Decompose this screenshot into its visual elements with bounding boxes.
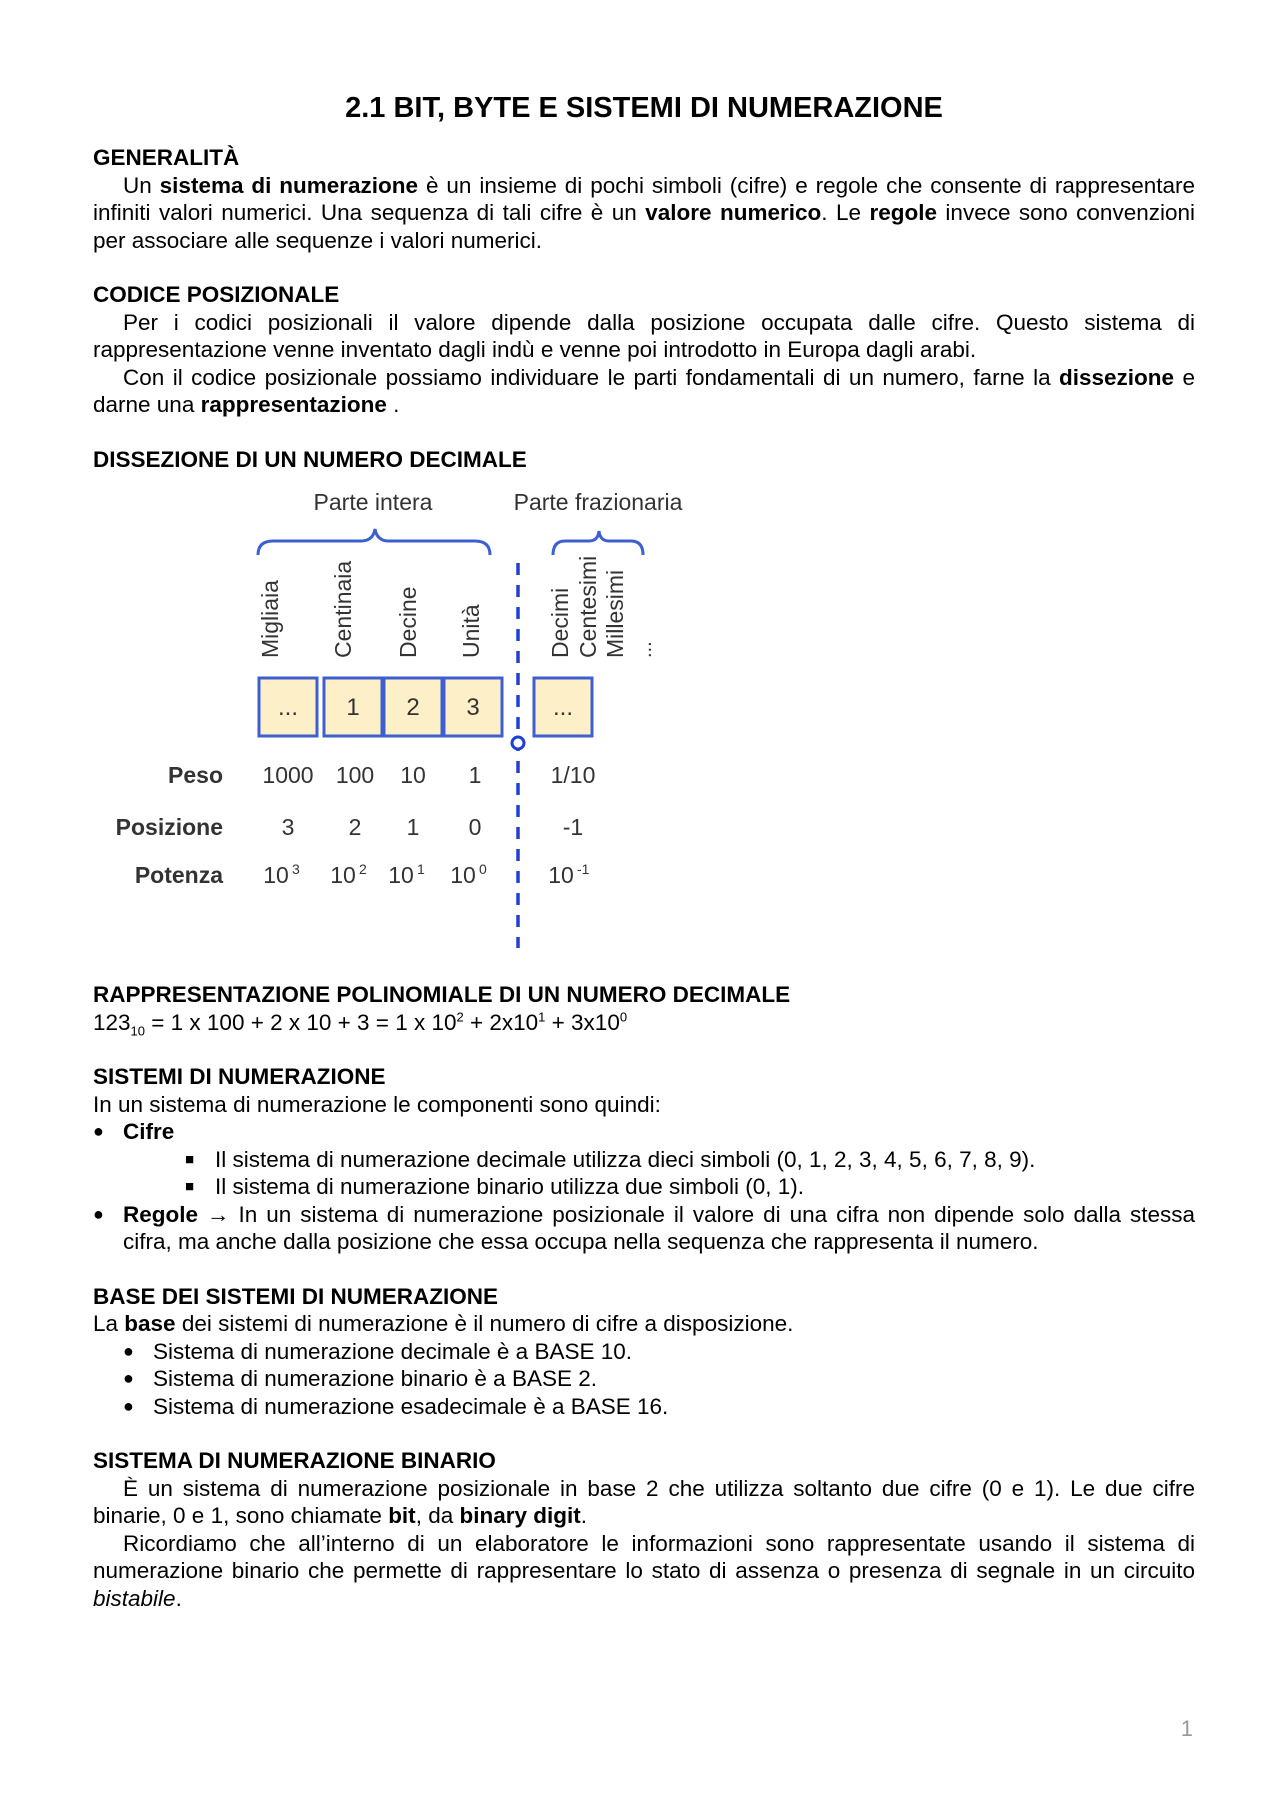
brace-frazionaria — [553, 531, 643, 555]
digit-box-value: ... — [277, 694, 299, 721]
decimal-point — [512, 737, 524, 749]
list-item: ● Sistema di numerazione decimale è a BASE 10. — [123, 1338, 1195, 1366]
potenza-exponent: 1 — [417, 861, 425, 877]
section-heading: RAPPRESENTAZIONE POLINOMIALE DI UN NUMERO DECIMALE — [93, 982, 791, 1007]
polynomial-formula: $123_{10} = 1$ x 100 + 2 x 10 + 3 = 1 x $10^2 + 2x10^1 + 3x10^0$ — [93, 1009, 628, 1038]
list-item: ■ Il sistema di numerazione binario utilizza due simboli (0, 1). — [185, 1173, 1195, 1201]
posizione-value: 0 — [468, 814, 482, 840]
potenza-base: 10 — [263, 862, 289, 888]
paragraph: La base dei sistemi di numerazione è il numero di cifre a disposizione. — [93, 1311, 794, 1336]
section-heading: BASE DEI SISTEMI DI NUMERAZIONE — [93, 1283, 499, 1309]
section-generalita — [93, 144, 1195, 254]
page-title: 2.1 BIT, BYTE E SISTEMI DI NUMERAZIONE — [345, 92, 943, 124]
dissection-svg — [93, 483, 733, 951]
brace-intera — [258, 529, 490, 555]
section-heading: GENERALITÀ — [93, 145, 240, 170]
column-label-ellipsis: ... — [634, 641, 656, 658]
peso-value: 10 — [400, 762, 426, 788]
list-item: ● Sistema di numerazione esadecimale è a BASE 16. — [123, 1393, 1195, 1421]
section-heading: SISTEMA DI NUMERAZIONE BINARIO — [93, 1448, 496, 1473]
section-base — [93, 1283, 1195, 1421]
list-item: ■ Il sistema di numerazione decimale utilizza dieci simboli (0, 1, 2, 3, 4, 5, 6, 7, 8, 9). — [185, 1146, 1195, 1174]
page-number: 1 — [1180, 1716, 1193, 1741]
label-parte-intera: Parte intera — [313, 489, 433, 515]
column-label: Centesimi — [575, 555, 601, 658]
row-label: Potenza — [134, 862, 223, 888]
row-label: Posizione — [115, 814, 223, 840]
list-item-cifre: ● Cifre ■ Il sistema di numerazione decimale utilizza dieci simboli (0, 1, 2, 3, 4, 5, 6, 7, 8, 9). ■ Il sistema di numerazione binario utilizza due simboli (0, 1). — [93, 1118, 1195, 1201]
section-heading: CODICE POSIZIONALE — [93, 282, 340, 307]
dissection-diagram — [93, 483, 1195, 951]
potenza-base: 10 — [330, 862, 356, 888]
list-item-regole: ● Regole → In un sistema di numerazione posizionale il valore di una cifra non dipende solo dalla stessa cifra, ma anche dalla posizione che essa occupa nella sequenza che rappresenta il numero. — [93, 1201, 1195, 1256]
posizione-value: 3 — [281, 814, 295, 840]
digit-box-value: 1 — [346, 694, 360, 721]
posizione-value: 1 — [406, 814, 420, 840]
peso-value: 1 — [468, 762, 482, 788]
column-label: Millesimi — [602, 569, 628, 658]
digit-box-value: ... — [552, 694, 574, 721]
paragraph: Un sistema di numerazione è un insieme di pochi simboli (cifre) e regole che consente di rappresentare infiniti valori numerici. Una sequenza di tali cifre è un valore numerico. Le regole invece sono convenzioni per associare alle sequenze i valori numerici. — [93, 172, 1195, 253]
potenza-exponent: 2 — [359, 861, 367, 877]
potenza-base: 10 — [450, 862, 476, 888]
section-heading: DISSEZIONE DI UN NUMERO DECIMALE — [93, 446, 527, 472]
label-parte-frazionaria: Parte frazionaria — [513, 489, 683, 515]
section-codice-posizionale — [93, 281, 1195, 419]
posizione-value: 2 — [348, 814, 362, 840]
potenza-base: 10 — [388, 862, 414, 888]
digit-box-value: 2 — [406, 694, 420, 721]
posizione-value: -1 — [562, 814, 584, 840]
column-label: Migliaia — [257, 580, 283, 658]
potenza-exponent: -1 — [577, 861, 590, 877]
list-item: ● Sistema di numerazione binario è a BASE 2. — [123, 1365, 1195, 1393]
column-label: Decine — [395, 586, 421, 658]
column-label: Decimi — [547, 587, 573, 658]
base-list — [93, 1338, 1195, 1421]
paragraph: Per i codici posizionali il valore dipende dalla posizione occupata dalle cifre. Questo sistema di rappresentazione venne inventato dagli indù e venne poi introdotto in Europa dagli arabi. — [93, 309, 1195, 362]
potenza-exponent: 3 — [292, 861, 300, 877]
section-polinomiale — [93, 981, 1195, 1036]
digit-box-value: 3 — [466, 694, 480, 721]
cifre-sublist — [93, 1146, 1195, 1201]
paragraph: In un sistema di numerazione le componenti sono quindi: — [93, 1091, 661, 1117]
section-dissezione — [93, 446, 1195, 952]
potenza-base: 10 — [548, 862, 574, 888]
section-binario — [93, 1447, 1195, 1612]
potenza-exponent: 0 — [479, 861, 487, 877]
row-label: Peso — [168, 762, 223, 788]
peso-value: 1000 — [262, 762, 314, 788]
document-page — [93, 90, 1195, 1612]
paragraph: Con il codice posizionale possiamo individuare le parti fondamentali di un numero, farne la dissezione e darne una rappresentazione . — [93, 364, 1196, 417]
section-heading: SISTEMI DI NUMERAZIONE — [93, 1064, 386, 1089]
peso-value: 100 — [335, 762, 375, 788]
paragraph: È un sistema di numerazione posizionale in base 2 che utilizza soltanto due cifre (0 e 1). Le due cifre binarie, 0 e 1, sono chiamate bit, da binary digit. — [93, 1475, 1195, 1528]
column-label: Centinaia — [330, 560, 356, 658]
components-list — [93, 1118, 1195, 1256]
section-sistemi — [93, 1063, 1195, 1256]
peso-value: 1/10 — [550, 762, 596, 788]
paragraph: Ricordiamo che all’interno di un elaboratore le informazioni sono rappresentate usando il sistema di numerazione binario che permette di rappresentare lo stato di assenza o presenza di segnale in un circuito bistabile. — [93, 1530, 1195, 1611]
column-label: Unità — [458, 604, 484, 658]
